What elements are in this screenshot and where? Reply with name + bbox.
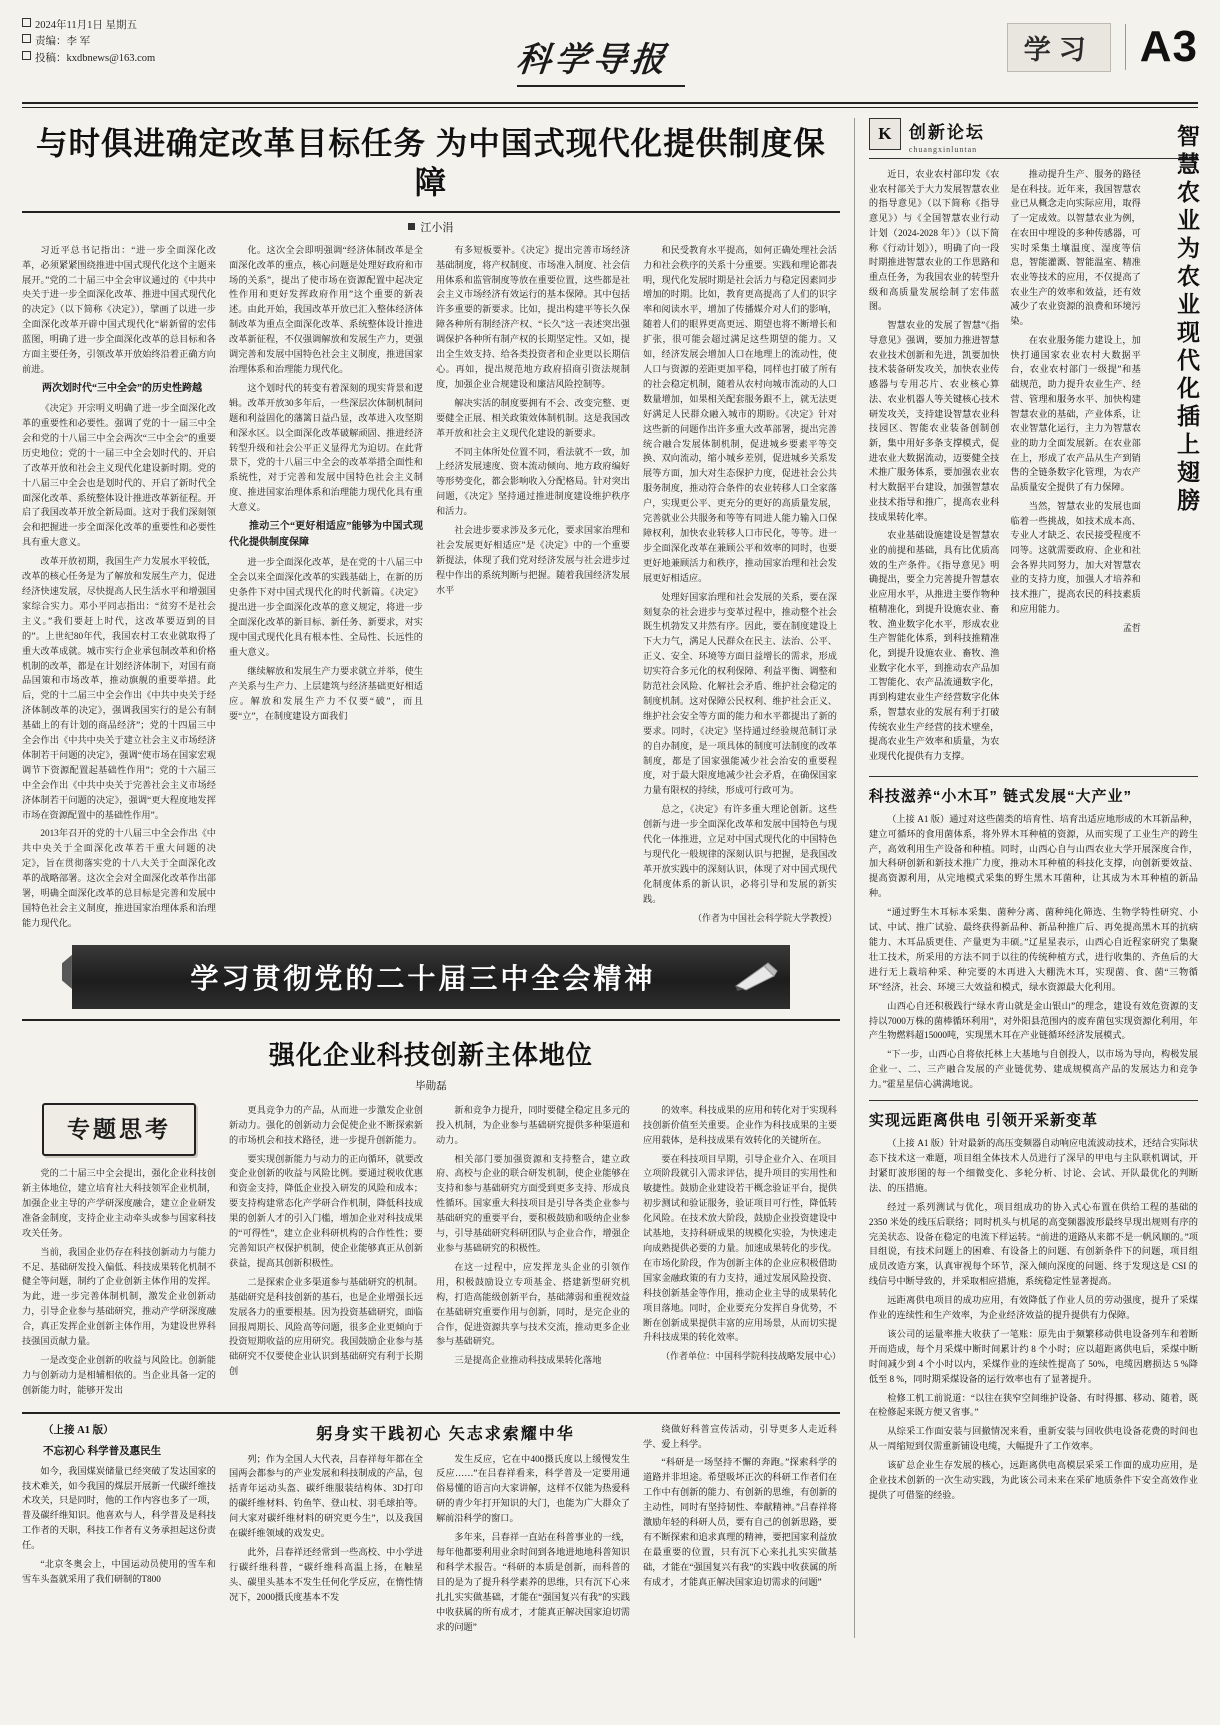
paragraph: “科研是一场坚持不懈的奔跑。”探索科学的道路并非坦途。希望吸坏正次的科研工作者们在工作中有创新的能力、有创新的思维，有创新的主动性，同时有坚持韧性、奉献精神。”吕春祥将激励年轻的科研人员，要有自己的创新思路，要有不断探索和追求真理的精神，要把国家利益放在最重要的位置，只有沉下心来扎扎实实做基础，才能在“强国复兴有我”的实践中收获属的所有成才，才能真正解决国家迫切需求的问题” [643, 1457, 837, 1587]
article2-headline: 强化企业科技创新主体地位 [268, 1039, 593, 1070]
lead-column-4 [643, 243, 837, 935]
paragraph: 检修工机工前说道：“以往在狭窄空间维护设备、有时得挪、移动、随着，既在检修起来既方便又省事。” [868, 1392, 1198, 1418]
right-zone [869, 118, 1198, 1638]
lead-column-3 [436, 243, 630, 935]
feature-author: 孟哲 [1122, 622, 1141, 633]
paragraph: 发生反应，它在中400摄氏度以上缓慢发生反应……”在吕春祥看来，科学普及一定要用通俗易懂的语言向大家讲解，这样不仅能为热爱科研的青少年打开知识的大门，也能为广大群众了解前沿科学的窗口。 [436, 1453, 630, 1524]
paragraph: 和民受教育水平提高，如何正确处理社会活力和社会秩序的关系十分重要。实践和理论都表明，现代化发展时期是社会活力与稳定因素同步增加的时期。比如，教育更高提高了人们的识字率和阅读水平，增加了传播媒介对人们的影响，随着人们的眼界更高更远、期望也将不断增长和扩张，很可能会超过满足这些期望的能力。又如，经济发展会增加人口在地理上的流动性，使人口与资源的差距更加平稳，同样也打破了所有的社会稳定机制，随着从农村向城市流动的人口数量增加，如果相关配套服务跟不上，就无法更好满足人民群众融入城市的期盼。《决定》针对这些新的问题作出许多重大改革部署，提出完善统合融合发展体制机制，促进城乡要素平等交换、双向流动，缩小城乡差别，促进城乡关系发展等方面，加大对生态保护力度，促进社会公共服务制度，推动符合条件的农业转移人口全家落户，实现更公平、更充分的更好的高质量发展，完善就业公共服务和等等有同进人能力输入口保障权利，加快农业转移人口市民化，等等。进一步全面深化改革在兼顾公平和效率的同时，也要更好地兼顾活力和秩序，推动国家治理和社会发展更好相适应。 [643, 244, 837, 583]
paragraph: “下一步，山西心自将依托林上大基地与自创投人，以市场为导向，构极发展企业一、二、三产融合发展的产业链优势、建成规模高产品的发展达力和竞争力。”霍星星信心满满地说。 [868, 1049, 1198, 1090]
masthead-rule [22, 102, 1198, 108]
lead-columns [22, 243, 840, 935]
lead-subhead-1: 两次划时代“三中全会”的历史性跨越 [42, 382, 202, 394]
topic-stamp: 专题思考 [42, 1103, 196, 1156]
paragraph: 在这一过程中，应发挥龙头企业的引领作用，积极鼓励设立专项基金、搭建新型研究机构，打造高能级创新平台，基础薄弱和重视效益在基础研究重要作用与创新，同时，是完企业的合作，促进资源共享与技术交流，推动更多企业参与基础研究。 [436, 1261, 630, 1347]
pen-icon [734, 962, 778, 992]
paragraph: 多年来，吕春祥一直站在科普事业的一线，每年他都要利用业余时间到各地进地地科普知识和科学术报告。“科研的本质是创新，而科普的目的是为了提升科学素养的思维，只有沉下心来扎扎实实做基础，才能在“强国复兴有我”的实践中收获属的所有成才，才能真正解决国家迫切需求的问题” [436, 1532, 630, 1632]
paragraph: 党的二十届三中全会提出，强化企业科技创新主体地位，建立培育社大科技领军企业机制，加强企业主导的产学研深度融合，建立企业研发准备金制度，支持企业主动牵头或参与国家科技攻关任务。 [22, 1168, 216, 1238]
feature-vertical-title: 智慧农业为农业现代化插上翅膀 [1174, 124, 1200, 516]
bullet-icon [22, 18, 31, 27]
paragraph: 该公司的运量率推大收获了一笔账：原先由于频繁移动供电设备列车和着断开而造成，每个月采煤中断时间累计约 8 个小时；应以超距离供电后，采煤中断时间减少到 4 个小时以内，采煤作业的连续性提高了 50%，电缆因磨损达 5 %降低至 8 %，同时期采煤设备的运行效率也有了显著提升。 [868, 1328, 1198, 1384]
bottom-band [22, 1412, 840, 1639]
masthead [22, 14, 1198, 100]
divider [1125, 24, 1126, 70]
paragraph: 三是提高企业推动科技成果转化落地 [454, 1355, 602, 1366]
article2-author-note: （作者单位：中国科学院科技战略发展中心） [661, 1351, 842, 1362]
lead-column-2 [229, 243, 423, 935]
paragraph: 更具竞争力的产品，从而进一步激发企业创新动力。强化的创新动力会促使企业不断探索新的市场机会和技术路径，进一步提升创新能力。 [229, 1104, 423, 1145]
bottom-columns [22, 1422, 840, 1639]
paper-name-rule [517, 85, 685, 87]
article2-byline [22, 1078, 840, 1093]
byline-mark-icon [408, 223, 415, 230]
paragraph: 列；作为全国人大代表，吕春祥每年都在全国两会都参与的产业发展和科技制成的产品，包括青年运动头盔、碳纤维服装结构体、3D打印的碳纤维材料、钓鱼竿、登山杖、羽毛球拍等。问大家对碳纤维材料的研究更今生”，以及我国在碳纤维领域的戏发史。 [229, 1453, 423, 1539]
article2-column-3 [436, 1103, 630, 1402]
bottom-continuation [22, 1422, 216, 1439]
forum-header [869, 118, 1198, 154]
page-number: A3 [1139, 22, 1198, 71]
sub-article-2-body [869, 1136, 1198, 1503]
bottom-column-3 [643, 1422, 837, 1639]
lead-subhead-2: 推动三个“更好相适应”能够为中国式现代化提供制度保障 [229, 521, 423, 549]
paragraph: 近日，农业农村部印发《农业农村部关于大力发展智慧农业的指导意见》（以下简称《指导意见》）与《全国智慧农业行动计划（2024-2028 年）》（以下简称《行动计划》），明确了向一段时期推进智慧农业的工作思路和重点任务，为我国农业的转型升级和高质量发展绘制了宏伟蓝图。 [868, 169, 1000, 312]
lead-column-1 [22, 243, 216, 935]
continuation-label: （上接 A1 版） [43, 1424, 114, 1436]
feature-columns [869, 167, 1141, 768]
paragraph: 当前，我国企业仍存在科技创新动力与能力不足、基础研发投入偏低、科技成果转化机制不健全等问题，制约了企业创新主体作用的发挥。为此，进一步完善体制机制，激发企业创新动力，引导企业参与基础研究，推动产学研深度融合，真正发挥企业创新主体作用，为建设世界科技强国贡献力量。 [22, 1246, 216, 1347]
campaign-ribbon [72, 945, 790, 1009]
paragraph: 2013年召开的党的十八届三中全会作出《中共中央关于全面深化改革若干重大问题的决定》，旨在贯彻落实党的十八大关于全面深化改革的战略部署。这次全会对全面深化改革作出部署，明确全面深化改革的总目标是完善和发展中国特色社会主义制度，推进国家治理体系和治理能力现代化。 [22, 828, 216, 928]
section-divider [22, 1019, 840, 1021]
masthead-right [1007, 22, 1198, 72]
lead-headline: 与时俱进确定改革目标任务 为中国式现代化提供制度保障 [36, 125, 826, 201]
campaign-ribbon-text: 学习贯彻党的二十届三中全会精神 [190, 962, 656, 994]
sub-article-1-body [869, 812, 1198, 1092]
paragraph: 一是改变企业创新的收益与风险比。创新能力与创新动力是相辅相依的。当企业具备一定的创新能力时，能够开发出 [22, 1354, 216, 1395]
bottom-column-1 [22, 1422, 216, 1639]
paragraph: 相关部门要加强资源和支持整合，建立政府、高校与企业的联合研发机制，使企业能够在支持和参与基础研究方面受到更多支持、形成良性循环。国家重大科技项目是引导各类企业参与基础研究的重要平台，要积极鼓励和吸纳企业参与，引导基础研究科研团队与企业合作，增强企业参与基础研究的积极性。 [436, 1153, 630, 1253]
paragraph: 智慧农业的发展了智慧”《指导意见》强调，要加力推进智慧农业技术创新和先进，凯要加快技术装备研发攻关，加快农业传感器与专用芯片、农业核心算法、农业机器人等关键核心技术研发攻关，支持建设智慧农业科技园区、智能农业装备创制创新，集中用好多条支撑模式，促进农业大数据流动，迈要健全技术推广服务体系，要加强农业农村大数据平台建设，加强智慧农业技术指导和推广，提高农业科技成果转化率。 [868, 320, 1000, 522]
mail-line: 投稿：kxdbnews@163.com [35, 52, 156, 64]
paragraph: 从综采工作面安装与回撤情况来看，重新安装与回收供电设备花费的时间也从一周缩短到仅需重新铺设电缆，大幅提升了工作效率。 [868, 1426, 1198, 1452]
paragraph: 要实现创新能力与动力的正向循环，就要改变企业创新的收益与风险比例。要通过税收优惠和资金支持，降低企业投入研发的风险和成本；要支持构建常态化产学研合作机制，降低科技成果的创新人才的引入门槛，增加企业对科技成果的“可得性”，建立企业科研机构的合作性性；要完善知识产权保护机制，使企业能够真正从创新获益，提高其创新积极性。 [229, 1153, 423, 1268]
sub-article-2-title: 实现远距离供电 引领开采新变革 [868, 1112, 1099, 1130]
paragraph: 习近平总书记指出：“进一步全面深化改革，必须紧紧围绕推进中国式现代化这个主题来展开。”党的二十届三中全会审议通过的《中共中央关于进一步全面深化改革、推进中国式现代化的决定》（以下简称《决定》），擘画了以进一步全面深化改革开辟中国式现代化“崭新留的宏伟蓝图，明确了进一步全面深化改革的总目标和各方面主要任务，引领改革开放始终沿着正确方向前进。 [22, 244, 216, 374]
sub-article-1 [869, 776, 1198, 1092]
paragraph: 继续解放和发展生产力要求就立并举，使生产关系与生产力、上层建筑与经济基础更好相适应。解放和发展生产力不仅要“破”，而且要“立”，在制度建设方面我们 [229, 665, 423, 721]
sub-article-1-rule [869, 776, 1198, 777]
feature-column-2 [1010, 167, 1141, 768]
paragraph: 山西心自还积极践行“绿水青山就是金山银山”的理念，建设有效危资源的支持以7000万株的菌棒循环利用”，对外阳县范围内的废弃菌包实现资源化利用，年产生物燃料超15000吨，实现黑木耳在产业链循环经济发展模式。 [868, 1000, 1198, 1041]
feature-column-1 [869, 167, 1000, 768]
paragraph: （上接 A1 版）针对最新的高压变频器自动响应电流波动技术，还结合实际状态下技术这一难题，项目组全体技术人员进行了深早的甲电与主队联机调试，开封紧盯波形图的每一个细微变化、多轮分析、讨论、会试、开队最优化的判断法、的压措施。 [868, 1138, 1198, 1193]
lead-byline-name: 江小涓 [420, 221, 454, 234]
paragraph: 改革开放初期，我国生产力发展水平较低，改革的核心任务是为了解放和发展生产力，促进经济快速发展，尽快提高人民生活水平和增强国家综合实力。邓小平同志指出：“贫穷不是社会主义。”我们要赶上时代，这改革要迈到的目的”。上世纪80年代，我国农村工农业就取得了重大改革成就。城市实行企业承包制改革和价格机制的改革，都是在计划经济体制下，对国有商品国策和市场改革，推动旗舰的重要举措。此后，党的十二届三中全会作出《中共中央关于经济体制改革的决定》，强调我国实行的是公有制基础上的有计划的商品经济”；党的十四届三中全会作出《中共中央关于建立社会主义市场经济体制若干问题的决定》，强调“使市场在国家宏观调节下资源配置起基础性作用”；党的十六届三中全会作出《中共中央关于完善社会主义市场经济体制若干问题的决定》，强调“更大程度地发挥市场在资源配置中的基础性作用”。 [22, 556, 216, 820]
paragraph: 的效率。科技成果的应用和转化对于实现科技创新价值至关重要。企业作为科技成果的主要应用载体，是科技成果有效转化的关键所在。 [643, 1104, 837, 1145]
paragraph: 进一步全面深化改革，是在党的十八届三中全会以来全面深化改革的实践基础上，在新的历史条件下对中国式现代化的时代新篇。《决定》提出进一步全面深化改革的意义规定，将进一步全面深化改革的新目标、新任务、新要求，对实现中国式现代化具有根本性、全局性、长远性的重大意义。 [229, 557, 423, 657]
paragraph: 在农业服务能力建设上，加快打通国家农业农村大数据平台，农业农村部门一级提”和基础规范，助力提升农业生产、经营、管理和服务水平、加快构建智慧农业的基础，产业体系，让农业智慧化运行，主力为智慧农业的助力全面发展新。在农业部在上，形成了农产品从生产到销售的全链条数字化管理，为农产品质量安全提供了有力保障。 [1010, 334, 1141, 493]
paragraph: 总之，《决定》有许多重大理论创新。这些创新与进一步全面深化改革和发展中国特色与现代化一体推进，立足对中国式现代化的中国特色与现代化一般规律的深刻认识与把握，是我国改革开放实践中的深刻认识，体现了对中国式现代化制度体系的新认识，必将引导和发展的新实践。 [643, 804, 837, 904]
paragraph: 远距离供电项目的成功应用，有效降低了作业人员的劳动强度，提升了采煤作业的连续性和生产效率，为企业经济效益的提升提供有力保障。 [868, 1295, 1198, 1321]
paragraph: 该矿总企业生存发展的核心，远距离供电高模层采采工作面的成功应用，是企业技术创新的一次生动实践，为此该公司未来在采矿地质条件下安全高效作业提供了可借鉴的经验。 [868, 1460, 1198, 1500]
paper-name: 科学导报 [514, 42, 671, 79]
paragraph: 经过一系列测试与优化，项目组成功的协入式心布置在供给工程的基础的 2350 米处的线压后联络；同时机头与机尾的高变频器波形最终早现出规则有序的完美状态、设备在稳定的电流下样运转。“前进的道路从来都不是一帆风顺的。”项目组说，有技术问题上的困难、有设备上的问题、有创新条件下的问题，项目组成员改造方案，认真审视每个环节，深入倾向深度的问题、终于发现这是 CSI 的线信号中断导致的，并采取相应措施，系统稳定性显著提高。 [868, 1201, 1198, 1287]
bullet-icon [22, 34, 31, 43]
paragraph: 《决定》开宗明义明确了进一步全面深化改革的重要性和必要性。强调了党的十一届三中全会和党的十八届三中全会两次“三中全会”的重要历史地位；党的十一届三中全会划时代的、开启了改革开放和社会主义现代化建设新时期。党的十八届三中全会也是划时代的、开启了新时代全面深化改革、系统整体设计推进改革新征程。开启了我国改革开放全新局面。这对于我们深刻领会和把握进一步全面深化改革的重要性和必要性具有重大意义。 [22, 403, 216, 548]
forum-rule [869, 158, 1198, 159]
paragraph: 农业基础设施建设是智慧农业的前提和基础，具有比优质高效的生产条件。《指导意见》明确提出，要全力完善提升智慧农业应用水平，从推进主要作物种植精准化，到提升设施农业、畜牧、渔业数字化水平，形成农业生产智能化体系，到科技推精准化，到提升设施农业、畜牧、渔业数字化水平，到推动农产品加工智能化、农产品流通数字化，再到构建农业生产经营数字化体系，智慧农业的发展有利于打破传统农业生产经营的技术壁垒，提高农业生产效率和质量，为农业现代化提供有力支撑。 [868, 530, 1000, 762]
section-badge: 学习 [1007, 23, 1111, 72]
date-line: 2024年11月1日 星期五 [35, 20, 137, 31]
bottom-article-title: 躬身实干践初心 矢志求索耀中华 [316, 1425, 575, 1443]
paragraph: “北京冬奥会上，中国运动员使用的雪车和雪车头盔就采用了我们研制的T800 [22, 1559, 216, 1584]
article2-column-1 [22, 1103, 216, 1402]
paragraph: 解决实活的制度要拥有不会、改变完整、更要健全正展、相关政策效体制机制。这是我国改革开放和社会主义现代化建设的新要求。 [436, 397, 630, 438]
paragraph: 推动提升生产、服务的路径是在科技。近年来，我国智慧农业已从概念走向实际应用，取得了一定成效。以智慧农业为例，在农田中埋设的多种传感器，可实时采集土壤温度、湿度等信息，智能灌溉、智能温室、精准农业等技术的应用，不仅提高了农业生产的效率和效益，还有效减少了农业资源的浪费和环境污染。 [1010, 169, 1141, 327]
page-body [22, 118, 1198, 1638]
sub-article-2-rule [869, 1100, 1198, 1101]
headline-rule [22, 211, 840, 213]
paragraph: 社会进步要求涉及多元化，要求国家治理和社会发展更好相适应”是《决定》中的一个重要新提法，体现了我们党对经济发展与社会进步过程中作出的系统判断与把握。随着我国经济发展水平 [436, 525, 630, 595]
paragraph: 处理好国家治理和社会发展的关系，要在深刻复杂的社会进步与变革过程中，推动整个社会既生机勃发又井然有序。因此，要在制度建设上下大力气，满足人民群众在民主、法治、公平、正义、安全、环境等方面日益增长的需求，形成切实符合多元化的权利保障、利益平衡、调整和防范社会风险、化解社会矛盾、维护社会稳定的制度机制。这对保障公民权利、维护社会正义、维护社会安全等方面的能力和水平都提出了新的要求。同时，《决定》坚持通过经验规范制订录的自办制度，是一项具体的制度可法制度的改革制度，都是了国家强能减少社会治安的重要程度，对于最大限度地减少社会矛盾，在确保国家力量有限权的持续，形成可行政可为。 [643, 591, 837, 796]
paragraph: 这个划时代的转变有着深刻的现实背景和逻辑。改革开放30多年后，一些深层次体制机制问题和利益固化的藩篱日益凸显，改革进入攻坚期和深水区。以全面深化改革破解顽固、推进经济转型升级和社会公平正义显得尤为迫切。在此背景下，党的十八届三中全会的改革举措全面性和系统性，对于完善和发展中国特色社会主义制度、推进国家治理体系和治理能力现代化具有重大意义。 [229, 382, 423, 513]
masthead-info [22, 14, 155, 67]
bottom-col1-head: 不忘初心 科学普及惠民生 [43, 1445, 162, 1457]
article2-columns [22, 1103, 840, 1402]
editor-line: 责编：李 军 [35, 36, 91, 48]
paragraph: 要在科技项目早期，引导企业介入、在项目立项阶段就引入需求评估，提升项目的实用性和敏捷性。鼓励企业建设若干概念验证平台，提供初步测试和验证服务，验证项目可行性，降低转化风险。在技术放大阶段，鼓励企业投资建设中试基地，支持科研成果的规模化实验，为快速走向成熟提供必要的力量。加速成果转化的步伐。在市场化阶段，作为创新主体的企业应积极借助国家金融政策的有力支持，通过发展风险投资、科技创新基金等作用，推动企业主导的成果转化项目落地。同时，企业要充分发挥自身优势，不断在创新成果提供丰富的应用场景，从而切实提升科技成果的转化效率。 [643, 1153, 837, 1343]
forum-title: 创新论坛 [908, 123, 985, 142]
forum-logo-icon: K [869, 118, 901, 150]
sub-article-2 [869, 1100, 1198, 1503]
paragraph: 化。这次全会即明强调“经济体制改革是全面深化改革的重点，核心问题是处理好政府和市场的关系”，提出了使市场在资源配置中起决定性作用和更好发挥政府作用”这个重要的新表述。由此开始，我国改革开放已汇入整体经济体制改革为重点全面深化改革、系统整体设计推进改革新征程，不仅强调解放和发展生产力，更强调完善和发展中国特色社会主义制度，推进国家治理体系和治理能力现代化。 [229, 244, 423, 374]
vertical-rule [854, 118, 855, 1638]
campaign-banner [22, 945, 840, 1009]
article2-column-2 [229, 1103, 423, 1402]
paragraph: 当然，智慧农业的发展也面临着一些挑战，如技术成本高、专业人才缺乏、农民接受程度不同等。这就需要政府、企业和社会各界共同努力，加大对智慧农业的支持力度，加强人才培养和技术推广，提高农民的科技素质和应用能力。 [1010, 500, 1141, 614]
lead-author-note: （作者为中国社会科学院大学教授） [692, 912, 837, 923]
paragraph: （上接 A1 版）通过对这些菌类的培育性、培育出适应地形成的木耳新品种，建立可循环的食用菌体系，将外界木耳种植的资源，从而实现了工业生产的跨生产，高效利用生产设备和种植。同时，山西心自与山西农业大学开展深度合作，加大科研创新和新技术推广力度，推动木耳种植的科技化支撑，向创新要效益、提高资源利用，从完地模式采集的野生黑木耳菌种，让其成为木耳种植的新品种。 [868, 813, 1198, 899]
paragraph: 有多短板要补。《决定》提出完善市场经济基础制度，将产权制度、市场准入制度、社会信用体系和监管制度等放在重要位置，这些都是社会主义市场经济有效运行的基本保障。其中包括许多重要的新要求。比如，提出构建平等长久保障各种所有制经济产权、“长久”这一表述突出强调保护各种所有制产权的长期坚定性。又如，提出全生效支持、给各类投资者和企业更以长期信心。再如，提出规范地方政府招商引资法规制度，加强企业合规建设和廉洁风险控制等。 [436, 244, 630, 389]
paper-logo [514, 32, 685, 87]
paragraph: 绕做好科普宣传活动，引导更多人走近科学、爱上科学。 [643, 1423, 837, 1449]
article2-column-4 [643, 1103, 842, 1402]
paragraph: 二是探索企业多渠道参与基础研究的机制。基础研究是科技创新的基石，也是企业增强长远发展各力的重要根基。因为投资基础研究，面临回报周期长、风险高等问题，很多企业更倾向于投资短期收益的应用研究。我国鼓励企业参与基础研究不仅要使企业认识到基础研究有利于长期创 [229, 1276, 423, 1377]
forum-subtitle: chuangxinluntan [908, 145, 978, 154]
paragraph: 此外，吕春祥还经常到一些高校、中小学进行碳纤维科普，“碳纤维科高温上扬，在触星头、碳里头基本不发生任何化学反应，在惰性情况下，2000摄氏度基本不发 [229, 1547, 423, 1602]
left-zone [22, 118, 840, 1638]
paragraph: 新和竞争力提升，同时要健全稳定且多元的投入机制，为企业参与基础研究提供多种渠道和动力。 [436, 1104, 630, 1145]
sub-article-1-title: 科技滋养“小木耳” 链式发展“大产业” [868, 787, 1133, 805]
paragraph: 如今，我国煤炭储量已经突破了发达国家的技术难关，如今我国的煤层开展新一代碳纤维技术攻关，只是同时，他的工作内容也多了一项，普及碳纤维知识。他喜欢与人，科学普及是科技工作者的天职，科技工作者有义务承担起这份责任。 [22, 1465, 216, 1551]
bottom-column-2 [229, 1422, 630, 1639]
bullet-icon [22, 51, 31, 60]
paragraph: 不同主体所处位置不同，看法就不一致，加上经济发展速度、资本流动倾向、地方政府编好等形势变化，都会影响收入分配格局。针对突出问题，《决定》坚持通过推进制度建设维护秩序和活力。 [436, 446, 630, 517]
ribbon-fold [62, 955, 72, 989]
lead-byline [22, 219, 840, 235]
paragraph: “通过野生木耳标本采集、菌种分离、菌种纯化筛选、生物学特性研究、小试、中试、推广试验、最终获得新品种、新品种推广后、再免提高黑木耳的抗病能力、木耳品质更佳、产量更为丰硕。”辽星星表示，山西心自近程家研究了集聚壮工技术，所采用的方法不同于以往的传统种植方式，进行收集的、齐鱼后的大进行无上栽培种采、种完要的木再进入大棚洗木耳，实现菌、食、菌“三物循环”经济，社会、环境三大效益和模式，绿水资源最大化利用。 [868, 907, 1198, 992]
article2-byline-name: 毕勋磊 [415, 1080, 447, 1092]
